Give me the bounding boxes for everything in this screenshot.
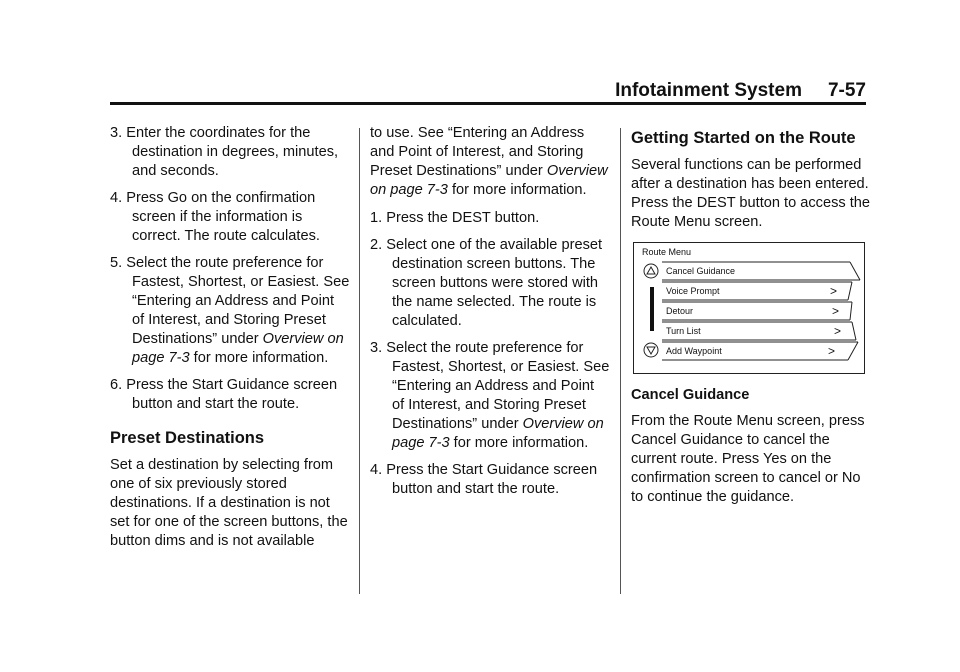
chevron-right-icon: >	[832, 304, 840, 318]
paragraph: From the Route Menu screen, press Cancel Guidance to cancel the current route. Press Yes on the confirmation screen to cancel or No to continue the guidance.	[631, 413, 865, 505]
list-item: 4. Press Go on the confirmation screen if the information is correct. The route calculates.	[110, 190, 320, 244]
list-item: 1. Press the DEST button.	[370, 210, 540, 226]
subsection-heading: Cancel Guidance	[631, 387, 750, 403]
item-text: 5. Select the route preference for Fastest, Shortest, or Easiest. See “Entering an Address and Point of Interest, and Storing Preset Destinations” under	[110, 255, 350, 347]
column-1	[110, 124, 350, 560]
route-menu-screen-illustration	[633, 242, 865, 374]
route-menu-row-label: Detour	[666, 306, 694, 316]
column-3	[631, 124, 871, 516]
route-menu-row-label: Turn List	[666, 326, 701, 336]
list-item: 6. Press the Start Guidance screen button and start the route.	[110, 377, 338, 412]
section-title: Infotainment System	[615, 80, 802, 101]
paragraph: Several functions can be performed after a destination has been entered. Press the DEST button to access the Route Menu screen.	[631, 157, 871, 230]
item-text: 3. Select the route preference for Fastest, Shortest, or Easiest. See “Entering an Address and Point of Interest, and Storing Preset Destinations” under	[370, 340, 610, 432]
route-menu-row-label: Add Waypoint	[666, 346, 722, 356]
header-rule	[110, 102, 866, 105]
chevron-right-icon: >	[834, 324, 842, 338]
list-item: 2. Select one of the available preset destination screen buttons. The screen buttons were stored with the name selected. The route is calculated.	[370, 237, 603, 329]
item-text: for more information.	[449, 435, 589, 451]
list-item: 3. Enter the coordinates for the destination in degrees, minutes, and seconds.	[110, 125, 339, 179]
column-divider	[359, 128, 360, 594]
paragraph	[370, 124, 610, 200]
section-heading: Preset Destinations	[110, 429, 265, 447]
paragraph-text: for more information.	[447, 182, 587, 198]
chevron-right-icon: >	[830, 284, 838, 298]
section-heading: Getting Started on the Route	[631, 129, 856, 147]
route-menu-row-label: Voice Prompt	[666, 286, 720, 296]
column-divider	[620, 128, 621, 594]
column-2	[370, 124, 610, 507]
route-menu-row-label: Cancel Guidance	[666, 266, 736, 276]
chevron-right-icon: >	[828, 344, 836, 358]
paragraph-text: to use. See “Entering an Address and Point of Interest, and Storing Preset Destinations” under	[370, 125, 585, 179]
route-menu-title: Route Menu	[642, 247, 692, 257]
page-reference-link[interactable]: Overview on page 7-3	[132, 331, 344, 366]
page-number: 7-57	[827, 80, 866, 101]
item-text: for more information.	[189, 350, 329, 366]
list-item	[370, 339, 610, 453]
page-header	[110, 80, 866, 102]
paragraph: Set a destination by selecting from one of six previously stored destinations. If a destination is not set for one of the screen buttons, the button dims and is not available	[110, 457, 348, 549]
list-item: 4. Press the Start Guidance screen button and start the route.	[370, 462, 598, 497]
page-reference-link[interactable]: Overview on page 7-3	[370, 163, 608, 198]
list-item	[110, 254, 350, 368]
page-reference-link[interactable]: Overview on page 7-3	[392, 416, 604, 451]
